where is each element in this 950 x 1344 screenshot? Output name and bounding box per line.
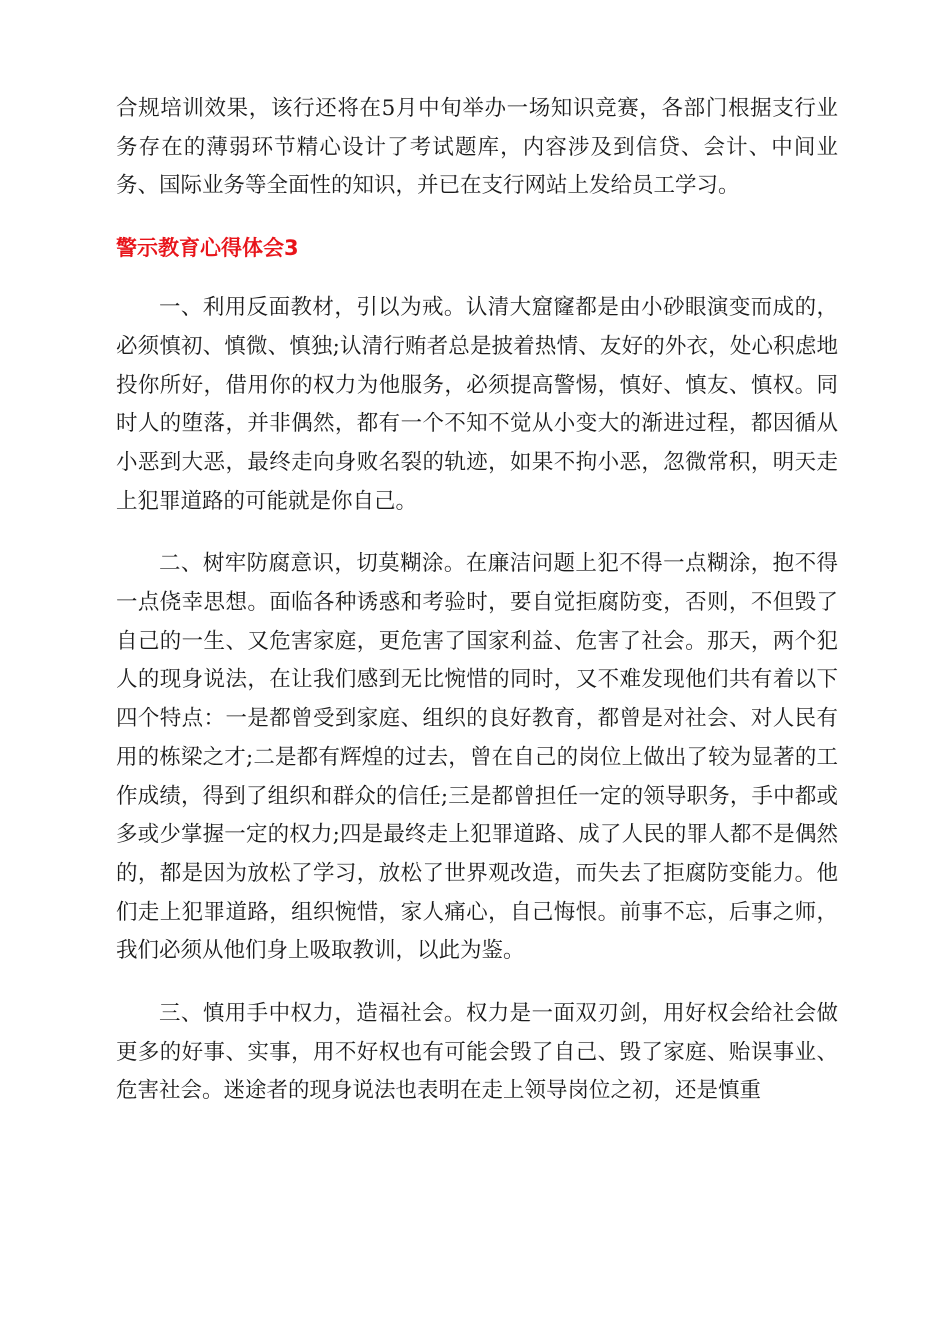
intro-paragraph: 合规培训效果，该行还将在5月中旬举办一场知识竞赛，各部门根据支行业务存在的薄弱环节精心设计了考试题库，内容涉及到信贷、会计、中间业务、国际业务等全面性的知识，并已在支行网站上发给员工学习。 — [116, 96, 838, 199]
section-paragraph-1: 一、利用反面教材，引以为戒。认清大窟窿都是由小砂眼演变而成的，必须慎初、慎微、慎独;认清行贿者总是披着热情、友好的外衣，处心积虑地投你所好，借用你的权力为他服务，必须提高警惕，慎好、慎友、慎权。同时人的堕落，并非偶然，都有一个不知不觉从小变大的渐进过程，都因循从小恶到大恶，最终走向身败名裂的轨迹，如果不拘小恶，忽微常积，明天走上犯罪道路的可能就是你自己。 — [116, 295, 838, 514]
section-paragraph-3: 三、慎用手中权力，造福社会。权力是一面双刃剑，用好权会给社会做更多的好事、实事，用不好权也有可能会毁了自己、毁了家庭、贻误事业、危害社会。迷途者的现身说法也表明在走上领导岗位之初，还是慎重 — [116, 1001, 838, 1104]
section-heading: 警示教育心得体会3 — [116, 236, 299, 261]
document-body — [116, 90, 838, 1111]
section-paragraph-2: 二、树牢防腐意识，切莫糊涂。在廉洁问题上犯不得一点糊涂，抱不得一点侥幸思想。面临各种诱惑和考验时，要自觉拒腐防变，否则，不但毁了自己的一生、又危害家庭，更危害了国家利益、危害了社会。那天，两个犯人的现身说法，在让我们感到无比惋惜的同时，又不难发现他们共有着以下四个特点：一是都曾受到家庭、组织的良好教育，都曾是对社会、对人民有用的栋梁之才;二是都有辉煌的过去，曾在自己的岗位上做出了较为显著的工作成绩，得到了组织和群众的信任;三是都曾担任一定的领导职务，手中都或多或少掌握一定的权力;四是最终走上犯罪道路、成了人民的罪人都不是偶然的，都是因为放松了学习，放松了世界观改造，而失去了拒腐防变能力。他们走上犯罪道路，组织惋惜，家人痛心，自己悔恨。前事不忘，后事之师，我们必须从他们身上吸取教训，以此为鉴。 — [116, 551, 838, 964]
